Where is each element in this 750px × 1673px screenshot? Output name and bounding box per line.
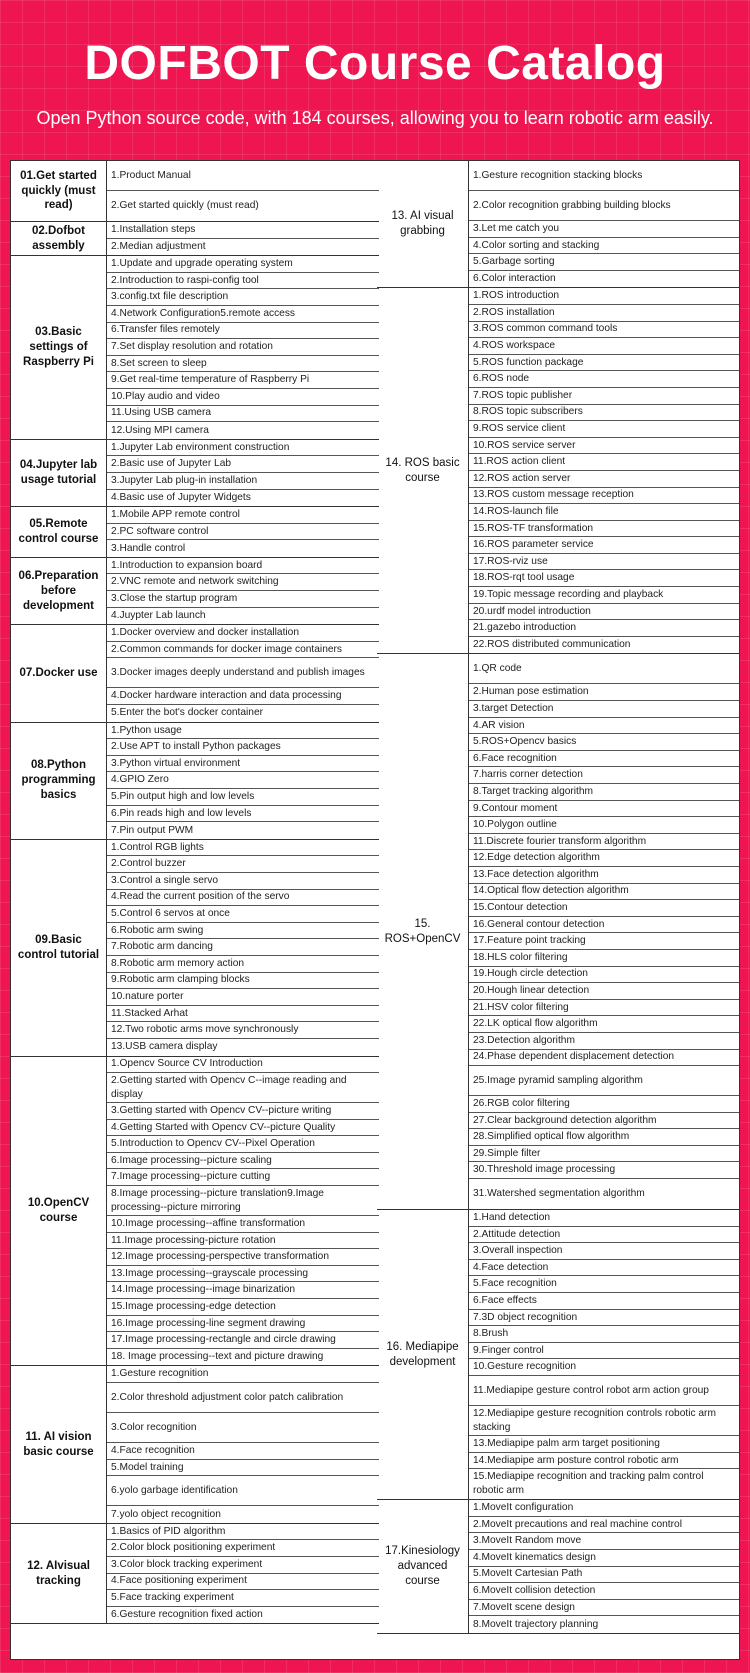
- course-item: 4.AR vision: [469, 718, 739, 735]
- course-item: 5.MoveIt Cartesian Path: [469, 1567, 739, 1584]
- course-section: [11, 256, 379, 440]
- section-items: [107, 558, 379, 624]
- course-item: 2.Getting started with Opencv C--image reading and display: [107, 1073, 379, 1103]
- course-item: 2.MoveIt precautions and real machine control: [469, 1517, 739, 1534]
- course-item: 21.gazebo introduction: [469, 620, 739, 637]
- course-item: 10.Gesture recognition: [469, 1359, 739, 1376]
- course-item: 13.Mediapipe palm arm target positioning: [469, 1436, 739, 1453]
- course-item: 27.Clear background detection algorithm: [469, 1113, 739, 1130]
- section-items: [107, 256, 379, 439]
- section-label: 10.OpenCV course: [11, 1057, 107, 1366]
- course-item: 6.Transfer files remotely: [107, 323, 379, 340]
- course-item: 1.Update and upgrade operating system: [107, 256, 379, 273]
- course-section: [11, 440, 379, 507]
- course-item: 6.MoveIt collision detection: [469, 1583, 739, 1600]
- course-item: 2.Use APT to install Python packages: [107, 739, 379, 756]
- course-item: 1.Gesture recognition stacking blocks: [469, 161, 739, 191]
- course-item: 4.Face recognition: [107, 1443, 379, 1460]
- course-item: 11.Mediapipe gesture control robot arm action group: [469, 1376, 739, 1406]
- course-item: 8.Image processing--picture translation9.Image processing--picture mirroring: [107, 1186, 379, 1216]
- course-item: 5.ROS+Opencv basics: [469, 734, 739, 751]
- course-item: 2.Introduction to raspi-config tool: [107, 273, 379, 290]
- course-item: 5.Face recognition: [469, 1276, 739, 1293]
- course-item: 1.Basics of PID algorithm: [107, 1524, 379, 1541]
- course-item: 1.QR code: [469, 654, 739, 684]
- course-item: 11.Image processing-picture rotation: [107, 1233, 379, 1250]
- course-item: 3.Color recognition: [107, 1413, 379, 1443]
- course-item: 6.Pin reads high and low levels: [107, 806, 379, 823]
- course-item: 2.Basic use of Jupyter Lab: [107, 456, 379, 473]
- section-label: 03.Basic settings of Raspberry Pi: [11, 256, 107, 439]
- course-item: 2.Get started quickly (must read): [111, 200, 259, 212]
- course-item: 18.HLS color filtering: [469, 950, 739, 967]
- course-item: 9.Contour moment: [469, 801, 739, 818]
- course-item: 12.Mediapipe gesture recognition controls robotic arm stacking: [469, 1406, 739, 1436]
- course-item: 25.Image pyramid sampling algorithm: [469, 1066, 739, 1096]
- section-items: [469, 1500, 739, 1633]
- course-item: 28.Simplified optical flow algorithm: [469, 1129, 739, 1146]
- course-item: 16.ROS parameter service: [469, 537, 739, 554]
- section-items: [107, 440, 379, 506]
- course-item: 29.Simple filter: [469, 1146, 739, 1163]
- left-column: [11, 161, 379, 1624]
- course-item: 2.Color recognition grabbing building blocks: [469, 191, 739, 221]
- section-label: 08.Python programming basics: [11, 723, 107, 839]
- course-item: 6.yolo garbage identification: [107, 1476, 379, 1506]
- section-items: [107, 723, 379, 839]
- section-items: [469, 654, 739, 1209]
- course-item: 8.Brush: [469, 1326, 739, 1343]
- course-item: 14.Optical flow detection algorithm: [469, 884, 739, 901]
- course-item: 3.MoveIt Random move: [469, 1533, 739, 1550]
- course-item: 2.Color block positioning experiment: [107, 1540, 379, 1557]
- course-item: 15.Contour detection: [469, 900, 739, 917]
- course-item: 5.ROS function package: [469, 355, 739, 372]
- section-label: 06.Preparation before development: [11, 558, 107, 624]
- course-item: 7.Pin output PWM: [111, 824, 194, 836]
- course-item: 3.target Detection: [469, 701, 739, 718]
- section-label: 13. AI visual grabbing: [377, 161, 469, 287]
- course-item: 7.ROS topic publisher: [469, 388, 739, 405]
- course-item: 7.yolo object recognition: [111, 1508, 221, 1520]
- course-item: 4.Basic use of Jupyter Widgets: [111, 491, 251, 503]
- section-items: [469, 1210, 739, 1499]
- course-item: 7.Robotic arm dancing: [107, 939, 379, 956]
- course-item: 7.Set display resolution and rotation: [107, 339, 379, 356]
- course-item: 1.Control RGB lights: [107, 840, 379, 857]
- course-item: 21.HSV color filtering: [469, 1000, 739, 1017]
- section-label: 09.Basic control tutorial: [11, 840, 107, 1056]
- course-item: 16.General contour detection: [469, 917, 739, 934]
- course-section: [377, 1500, 739, 1634]
- course-item: 4.Getting Started with Opencv CV--picture Quality: [107, 1120, 379, 1137]
- course-item: 18. Image processing--text and picture drawing: [111, 1351, 324, 1363]
- section-items: [107, 222, 379, 255]
- course-item: 13.Image processing--grayscale processing: [107, 1266, 379, 1283]
- course-item: 6.ROS node: [469, 371, 739, 388]
- course-section: [11, 625, 379, 722]
- course-item: 8.Set screen to sleep: [107, 356, 379, 373]
- course-item: 9.Get real-time temperature of Raspberry Pi: [107, 372, 379, 389]
- course-item: 1.Jupyter Lab environment construction: [107, 440, 379, 457]
- course-item: 3.config.txt file description: [107, 289, 379, 306]
- course-item: 13.USB camera display: [111, 1041, 218, 1053]
- section-items: [107, 840, 379, 1056]
- course-item: 17.Image processing-rectangle and circle drawing: [107, 1332, 379, 1349]
- course-item: 7.Image processing--picture cutting: [107, 1169, 379, 1186]
- course-item: 3.Python virtual environment: [107, 756, 379, 773]
- course-item: 19.Hough circle detection: [469, 967, 739, 984]
- course-item: 10.ROS service server: [469, 438, 739, 455]
- course-section: [377, 288, 739, 654]
- course-item: 1.ROS introduction: [469, 288, 739, 305]
- course-item: 5.Enter the bot's docker container: [111, 707, 264, 719]
- course-item: 1.Hand detection: [469, 1210, 739, 1227]
- course-item: 6.Color interaction: [473, 273, 556, 285]
- course-item: 4.GPIO Zero: [107, 772, 379, 789]
- course-section: [11, 558, 379, 625]
- course-item: 4.MoveIt kinematics design: [469, 1550, 739, 1567]
- course-item: 26.RGB color filtering: [469, 1096, 739, 1113]
- section-items: [107, 507, 379, 557]
- course-item: 1.Product Manual: [107, 161, 379, 191]
- course-section: [377, 1210, 739, 1500]
- course-item: 15.Image processing-edge detection: [107, 1299, 379, 1316]
- course-item: 14.Mediapipe arm posture control robotic arm: [469, 1453, 739, 1470]
- course-item: 2.Common commands for docker image containers: [107, 642, 379, 659]
- course-item: 8.Target tracking algorithm: [469, 784, 739, 801]
- section-label: 04.Jupyter lab usage tutorial: [11, 440, 107, 506]
- course-item: 2.Attitude detection: [469, 1227, 739, 1244]
- course-item: 15.ROS-TF transformation: [469, 521, 739, 538]
- section-items: [107, 161, 379, 221]
- course-item: 10.Play audio and video: [107, 389, 379, 406]
- course-item: 9.Robotic arm clamping blocks: [107, 973, 379, 990]
- course-section: [11, 1366, 379, 1523]
- course-item: 8.MoveIt trajectory planning: [473, 1618, 599, 1630]
- course-section: [11, 840, 379, 1057]
- course-section: [11, 1057, 379, 1367]
- course-item: 12.ROS action server: [469, 471, 739, 488]
- course-item: 10.nature porter: [107, 989, 379, 1006]
- course-section: [11, 723, 379, 840]
- course-item: 31.Watershed segmentation algorithm: [473, 1188, 645, 1200]
- course-item: 3.Handle control: [111, 542, 186, 554]
- course-item: 13.Face detection algorithm: [469, 867, 739, 884]
- section-items: [107, 1366, 379, 1522]
- course-item: 6.Face recognition: [469, 751, 739, 768]
- section-label: 11. AI vision basic course: [11, 1366, 107, 1522]
- course-table: [10, 160, 740, 1660]
- course-item: 20.Hough linear detection: [469, 983, 739, 1000]
- course-item: 3.Let me catch you: [469, 221, 739, 238]
- course-item: 9.ROS service client: [469, 421, 739, 438]
- section-label: 14. ROS basic course: [377, 288, 469, 653]
- section-items: [469, 288, 739, 653]
- course-item: 3.ROS common command tools: [469, 322, 739, 339]
- course-item: 4.Face positioning experiment: [107, 1574, 379, 1591]
- course-section: [377, 654, 739, 1210]
- course-item: 2.Median adjustment: [111, 241, 206, 252]
- course-item: 1.Opencv Source CV Introduction: [107, 1057, 379, 1074]
- course-item: 4.Juypter Lab launch: [111, 610, 206, 622]
- course-item: 13.ROS custom message reception: [469, 488, 739, 505]
- course-section: [377, 161, 739, 288]
- course-item: 3.Jupyter Lab plug-in installation: [107, 473, 379, 490]
- course-item: 7.3D object recognition: [469, 1310, 739, 1327]
- course-item: 11.Stacked Arhat: [107, 1006, 379, 1023]
- course-item: 6.Image processing--picture scaling: [107, 1153, 379, 1170]
- course-item: 20.urdf model introduction: [469, 604, 739, 621]
- course-section: [11, 161, 379, 222]
- page-title: DOFBOT Course Catalog: [84, 37, 666, 90]
- course-item: 1.Gesture recognition: [107, 1366, 379, 1383]
- course-item: 1.Mobile APP remote control: [107, 507, 379, 524]
- course-item: 10.Polygon outline: [469, 817, 739, 834]
- section-items: [469, 161, 739, 287]
- course-item: 11.Using USB camera: [107, 406, 379, 423]
- course-item: 12.Image processing-perspective transformation: [107, 1249, 379, 1266]
- course-item: 4.Face detection: [469, 1260, 739, 1277]
- course-item: 5.Control 6 servos at once: [107, 906, 379, 923]
- course-section: [11, 507, 379, 558]
- course-item: 16.Image processing-line segment drawing: [107, 1316, 379, 1333]
- course-item: 11.Discrete fourier transform algorithm: [469, 834, 739, 851]
- course-item: 3.Overall inspection: [469, 1243, 739, 1260]
- course-item: 7.MoveIt scene design: [469, 1600, 739, 1617]
- course-item: 5.Model training: [107, 1460, 379, 1477]
- course-item: 8.ROS topic subscribers: [469, 405, 739, 422]
- course-item: 4.Network Configuration5.remote access: [107, 306, 379, 323]
- course-item: 6.Gesture recognition fixed action: [111, 1609, 263, 1621]
- course-item: 2.VNC remote and network switching: [107, 574, 379, 591]
- course-item: 19.Topic message recording and playback: [469, 587, 739, 604]
- course-item: 5.Face tracking experiment: [107, 1590, 379, 1607]
- course-item: 24.Phase dependent displacement detection: [469, 1050, 739, 1067]
- course-item: 4.Read the current position of the servo: [107, 890, 379, 907]
- course-item: 12.Edge detection algorithm: [469, 850, 739, 867]
- course-item: 2.Human pose estimation: [469, 684, 739, 701]
- course-item: 8.Robotic arm memory action: [107, 956, 379, 973]
- course-item: 10.Image processing--affine transformation: [107, 1216, 379, 1233]
- course-item: 18.ROS-rqt tool usage: [469, 570, 739, 587]
- course-item: 17.ROS-rviz use: [469, 554, 739, 571]
- course-item: 4.Docker hardware interaction and data processing: [107, 688, 379, 705]
- course-item: 3.Control a single servo: [107, 873, 379, 890]
- course-item: 12.Two robotic arms move synchronously: [107, 1022, 379, 1039]
- course-item: 15.Mediapipe recognition and tracking palm control robotic arm: [473, 1471, 704, 1497]
- course-item: 4.Color sorting and stacking: [469, 238, 739, 255]
- course-item: 23.Detection algorithm: [469, 1033, 739, 1050]
- page-subtitle: Open Python source code, with 184 courses, allowing you to learn robotic arm easily.: [36, 108, 714, 128]
- course-item: 2.Control buzzer: [107, 856, 379, 873]
- course-section: [11, 222, 379, 256]
- course-item: 2.ROS installation: [469, 305, 739, 322]
- course-item: 1.Python usage: [107, 723, 379, 740]
- section-items: [107, 1057, 379, 1366]
- course-item: 5.Garbage sorting: [469, 254, 739, 271]
- course-item: 11.ROS action client: [469, 454, 739, 471]
- course-item: 17.Feature point tracking: [469, 933, 739, 950]
- course-item: 30.Threshold image processing: [469, 1162, 739, 1179]
- course-item: 12.Using MPI camera: [111, 424, 209, 436]
- course-item: 3.Getting started with Opencv CV--picture writing: [107, 1103, 379, 1120]
- course-item: 14.ROS-launch file: [469, 504, 739, 521]
- course-item: 3.Color block tracking experiment: [107, 1557, 379, 1574]
- section-label: 07.Docker use: [11, 625, 107, 721]
- section-label: 12. AIvisual tracking: [11, 1524, 107, 1624]
- right-column: [377, 161, 739, 1634]
- course-item: 9.Finger control: [469, 1343, 739, 1360]
- course-item: 1.Introduction to expansion board: [107, 558, 379, 575]
- course-item: 22.LK optical flow algorithm: [469, 1016, 739, 1033]
- course-item: 1.MoveIt configuration: [469, 1500, 739, 1517]
- section-label: 02.Dofbot assembly: [11, 222, 107, 255]
- section-items: [107, 1524, 379, 1624]
- section-label: 15. ROS+OpenCV: [377, 654, 469, 1209]
- course-item: 14.Image processing--image binarization: [107, 1282, 379, 1299]
- course-item: 4.ROS workspace: [469, 338, 739, 355]
- course-item: 7.harris corner detection: [469, 767, 739, 784]
- course-item: 1.Installation steps: [107, 222, 379, 239]
- course-section: [11, 1524, 379, 1625]
- section-label: 01.Get started quickly (must read): [11, 161, 107, 221]
- section-label: 05.Remote control course: [11, 507, 107, 557]
- course-item: 1.Docker overview and docker installation: [107, 625, 379, 642]
- course-item: 5.Introduction to Opencv CV--Pixel Operation: [107, 1136, 379, 1153]
- course-item: 3.Close the startup program: [107, 591, 379, 608]
- section-items: [107, 625, 379, 721]
- course-item: 6.Robotic arm swing: [107, 923, 379, 940]
- course-item: 3.Docker images deeply understand and publish images: [107, 658, 379, 688]
- course-item: 6.Face effects: [469, 1293, 739, 1310]
- section-label: 16. Mediapipe development: [377, 1210, 469, 1499]
- course-item: 2.PC software control: [107, 524, 379, 541]
- course-item: 5.Pin output high and low levels: [107, 789, 379, 806]
- section-label: 17.Kinesiology advanced course: [377, 1500, 469, 1633]
- course-item: 2.Color threshold adjustment color patch calibration: [107, 1383, 379, 1413]
- course-item: 22.ROS distributed communication: [473, 639, 631, 651]
